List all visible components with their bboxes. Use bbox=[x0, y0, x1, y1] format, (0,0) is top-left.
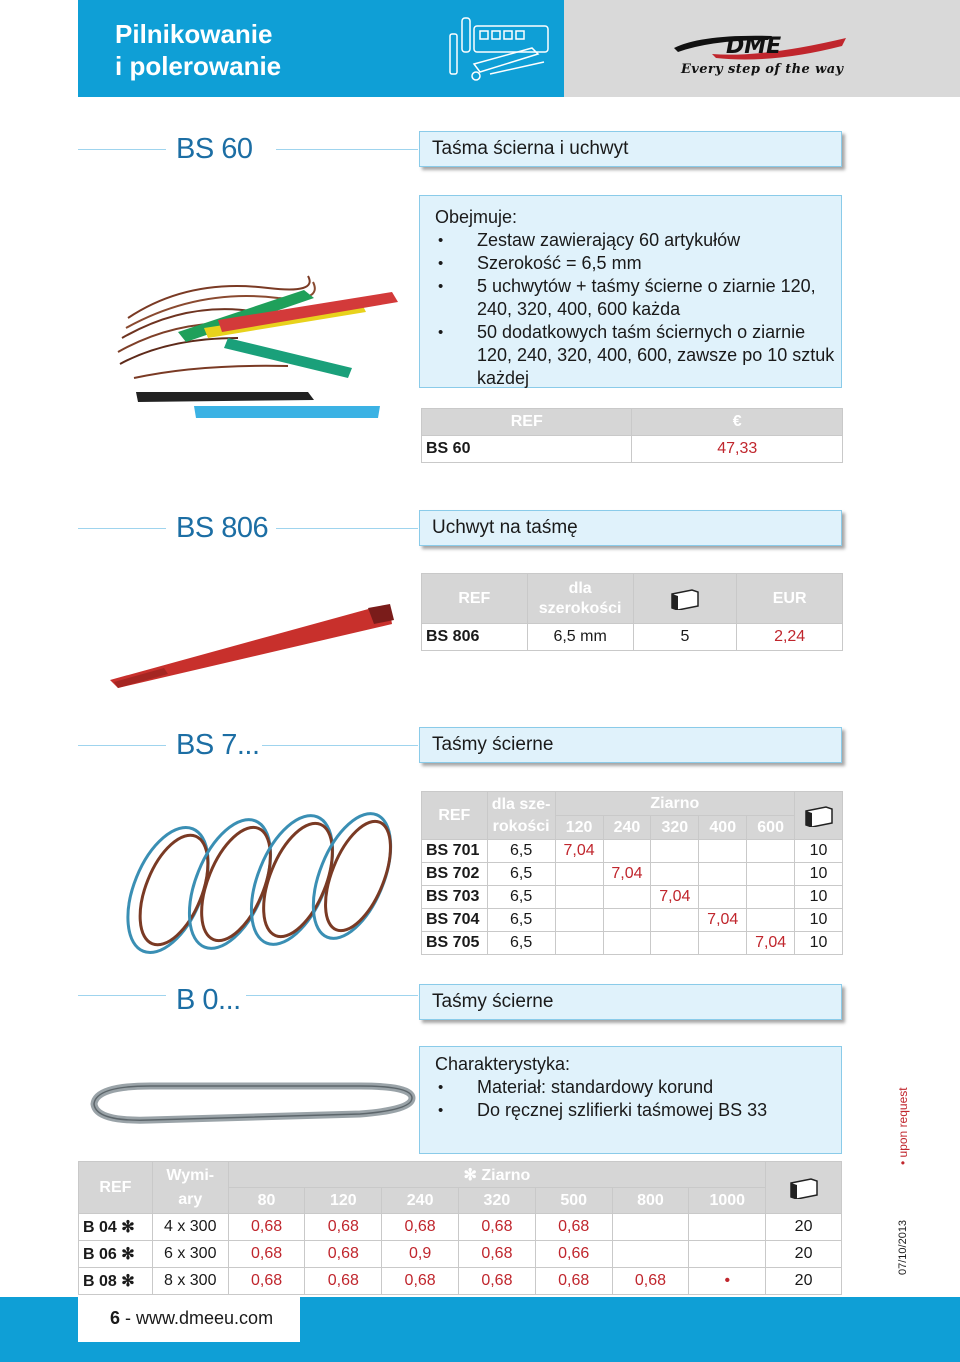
cell-ref: BS 703 bbox=[422, 886, 488, 909]
cell-price: 7,04 bbox=[651, 886, 699, 909]
cell-price: 0,9 bbox=[382, 1241, 459, 1268]
col-grit-value: 500 bbox=[535, 1188, 612, 1214]
b0-price-table bbox=[78, 1161, 842, 1295]
print-date: 07/10/2013 bbox=[897, 1219, 909, 1275]
cell-price: 0,68 bbox=[382, 1268, 459, 1295]
table-row bbox=[79, 1268, 842, 1295]
section-code-bs60: BS 60 bbox=[176, 133, 253, 165]
section-code-bs7: BS 7... bbox=[176, 729, 260, 761]
package-icon bbox=[670, 588, 700, 610]
table-row bbox=[422, 624, 843, 651]
cell-price bbox=[699, 932, 747, 955]
page-title-line2: i polerowanie bbox=[115, 51, 282, 81]
cell-price bbox=[603, 886, 651, 909]
cell-width: 6,5 bbox=[487, 840, 555, 863]
section-title-text: Taśmy ścierne bbox=[432, 734, 554, 755]
section-rule bbox=[78, 995, 166, 996]
cell-pack: 20 bbox=[766, 1214, 842, 1241]
cell-pack: 20 bbox=[766, 1241, 842, 1268]
cell-ref: BS 702 bbox=[422, 863, 488, 886]
cell-price bbox=[689, 1241, 766, 1268]
cell-dimensions: 6 x 300 bbox=[152, 1241, 228, 1268]
cell-price bbox=[699, 863, 747, 886]
cell-price: 0,68 bbox=[228, 1268, 305, 1295]
col-ref: REF bbox=[422, 792, 488, 840]
upon-request-note: • upon request bbox=[896, 1087, 910, 1165]
package-icon bbox=[804, 805, 834, 827]
table-row bbox=[422, 840, 843, 863]
cell-pack: 10 bbox=[795, 863, 843, 886]
cell-dimensions: 8 x 300 bbox=[152, 1268, 228, 1295]
page-title-line1: Pilnikowanie bbox=[115, 19, 273, 49]
table-row bbox=[422, 886, 843, 909]
bullet-item: • Do ręcznej szlifierki taśmowej BS 33 bbox=[435, 1099, 841, 1122]
features-label: Charakterystyka: bbox=[435, 1054, 571, 1074]
bullet-item: • Zestaw zawierający 60 artykułów bbox=[435, 229, 841, 252]
bullet-item: • 50 dodatkowych taśm ściernych o ziarnie 120, 240, 320, 400, 600, zawsze po 10 sztuk każdej bbox=[435, 321, 841, 390]
bs60-bullets bbox=[435, 229, 841, 390]
cell-price bbox=[612, 1214, 689, 1241]
section-rule bbox=[78, 745, 166, 746]
cell-price: 0,68 bbox=[382, 1214, 459, 1241]
section-title-b0 bbox=[419, 984, 842, 1020]
col-dim-line2: ary bbox=[178, 1190, 203, 1208]
section-title-bs806 bbox=[419, 510, 842, 546]
bs60-price-table bbox=[421, 408, 843, 463]
cell-price: 7,04 bbox=[603, 863, 651, 886]
bullet-item: • Szerokość = 6,5 mm bbox=[435, 252, 841, 275]
cell-price: 0,68 bbox=[612, 1268, 689, 1295]
bs60-product-image bbox=[108, 268, 408, 436]
cell-price bbox=[651, 863, 699, 886]
col-width-line1: dla bbox=[568, 579, 592, 597]
cell-price bbox=[555, 863, 603, 886]
col-grit-value: 80 bbox=[228, 1188, 305, 1214]
section-rule bbox=[78, 528, 166, 529]
col-grit-value: 120 bbox=[555, 816, 603, 840]
col-grit: ✻ Ziarno bbox=[228, 1162, 765, 1188]
cell-price: 0,68 bbox=[459, 1241, 536, 1268]
cell-pack: 20 bbox=[766, 1268, 842, 1295]
cell-price: 7,04 bbox=[747, 932, 795, 955]
package-icon bbox=[789, 1177, 819, 1199]
col-grit-value: 600 bbox=[747, 816, 795, 840]
cell-pack: 10 bbox=[795, 932, 843, 955]
cell-ref: BS 60 bbox=[422, 436, 632, 463]
col-width-line1: dla sze- bbox=[491, 795, 551, 813]
page-title bbox=[115, 18, 281, 82]
section-code-bs806: BS 806 bbox=[176, 512, 269, 544]
cell-price bbox=[689, 1214, 766, 1241]
col-width-line2: rokości bbox=[492, 817, 550, 835]
cell-ref: B 06 ✻ bbox=[79, 1241, 153, 1268]
cell-price bbox=[603, 909, 651, 932]
bullet-item: • Materiał: standardowy korund bbox=[435, 1076, 841, 1099]
cell-pack: 5 bbox=[633, 624, 737, 651]
b0-bullets bbox=[435, 1076, 841, 1122]
cell-price: 7,04 bbox=[555, 840, 603, 863]
bs60-description bbox=[419, 195, 842, 388]
cell-price: 0,68 bbox=[228, 1214, 305, 1241]
cell-price: 47,33 bbox=[632, 436, 843, 463]
includes-label: Obejmuje: bbox=[435, 207, 518, 227]
col-grit-value: 320 bbox=[459, 1188, 536, 1214]
cell-pack: 10 bbox=[795, 909, 843, 932]
tools-illustration bbox=[444, 12, 556, 86]
table-row bbox=[79, 1214, 842, 1241]
section-rule bbox=[276, 528, 418, 529]
section-rule bbox=[78, 149, 166, 150]
cell-price bbox=[747, 886, 795, 909]
cell-price bbox=[603, 932, 651, 955]
section-rule bbox=[246, 995, 418, 996]
bullet-item: • 5 uchwytów + taśmy ścierne o ziarnie 120, 240, 320, 400, 600 każda bbox=[435, 275, 841, 321]
bs806-price-table bbox=[421, 573, 843, 651]
cell-ref: BS 806 bbox=[422, 624, 528, 651]
bs806-product-image bbox=[104, 598, 404, 690]
col-width-line2: szerokości bbox=[538, 599, 622, 617]
table-row bbox=[422, 863, 843, 886]
cell-width: 6,5 bbox=[487, 863, 555, 886]
b0-description bbox=[419, 1046, 842, 1154]
cell-price bbox=[699, 886, 747, 909]
b0-product-image bbox=[90, 1080, 416, 1126]
cell-pack: 10 bbox=[795, 886, 843, 909]
cell-ref: BS 705 bbox=[422, 932, 488, 955]
section-title-text: Taśma ścierna i uchwyt bbox=[432, 138, 629, 159]
table-row bbox=[79, 1241, 842, 1268]
col-pack bbox=[795, 792, 843, 840]
footer-separator: - bbox=[120, 1308, 137, 1328]
cell-width: 6,5 mm bbox=[527, 624, 633, 651]
section-rule bbox=[262, 745, 418, 746]
cell-price bbox=[699, 840, 747, 863]
cell-price bbox=[651, 840, 699, 863]
col-grit-value: 240 bbox=[382, 1188, 459, 1214]
cell-price bbox=[603, 840, 651, 863]
cell-price bbox=[555, 932, 603, 955]
cell-price: 0,68 bbox=[228, 1241, 305, 1268]
section-title-text: Uchwyt na taśmę bbox=[432, 517, 578, 538]
col-grit-value: 1000 bbox=[689, 1188, 766, 1214]
table-row bbox=[422, 436, 843, 463]
cell-price: 0,68 bbox=[305, 1214, 382, 1241]
cell-price bbox=[612, 1241, 689, 1268]
cell-price bbox=[555, 909, 603, 932]
footer-url[interactable]: www.dmeeu.com bbox=[136, 1308, 274, 1328]
cell-width: 6,5 bbox=[487, 909, 555, 932]
cell-width: 6,5 bbox=[487, 932, 555, 955]
cell-price: 0,68 bbox=[535, 1268, 612, 1295]
col-grit-value: 800 bbox=[612, 1188, 689, 1214]
cell-ref: B 04 ✻ bbox=[79, 1214, 153, 1241]
cell-price: 0,68 bbox=[459, 1268, 536, 1295]
table-row bbox=[422, 909, 843, 932]
section-title-bs60 bbox=[419, 131, 842, 167]
section-rule bbox=[276, 149, 418, 150]
col-grit-value: 120 bbox=[305, 1188, 382, 1214]
cell-price: 0,68 bbox=[459, 1214, 536, 1241]
bs7-price-table bbox=[421, 791, 843, 955]
col-price: € bbox=[632, 409, 843, 436]
cell-price: 0,68 bbox=[535, 1214, 612, 1241]
col-ref: REF bbox=[422, 574, 528, 624]
brand-name: DME bbox=[726, 34, 782, 59]
cell-price bbox=[651, 932, 699, 955]
col-ref: REF bbox=[422, 409, 632, 436]
section-title-text: Taśmy ścierne bbox=[432, 991, 554, 1012]
logo-tagline: Every step of the way bbox=[681, 62, 844, 77]
col-pack bbox=[633, 574, 737, 624]
bs7-product-image bbox=[112, 798, 398, 962]
cell-ref: BS 701 bbox=[422, 840, 488, 863]
col-grit: Ziarno bbox=[555, 792, 794, 816]
col-grit-value: 240 bbox=[603, 816, 651, 840]
col-grit-value: 400 bbox=[699, 816, 747, 840]
col-width bbox=[527, 574, 633, 624]
col-price: EUR bbox=[737, 574, 843, 624]
table-row bbox=[422, 932, 843, 955]
page-number: 6 bbox=[110, 1308, 121, 1328]
col-grit-value: 320 bbox=[651, 816, 699, 840]
cell-price: • bbox=[689, 1268, 766, 1295]
cell-price bbox=[651, 909, 699, 932]
cell-width: 6,5 bbox=[487, 886, 555, 909]
cell-pack: 10 bbox=[795, 840, 843, 863]
col-ref: REF bbox=[79, 1162, 153, 1214]
cell-price: 2,24 bbox=[737, 624, 843, 651]
footer-text bbox=[110, 1308, 273, 1329]
cell-price: 0,68 bbox=[305, 1268, 382, 1295]
section-title-bs7 bbox=[419, 727, 842, 763]
cell-ref: B 08 ✻ bbox=[79, 1268, 153, 1295]
cell-price bbox=[555, 886, 603, 909]
col-dim-line1: Wymi- bbox=[166, 1166, 215, 1184]
cell-price bbox=[747, 909, 795, 932]
cell-price bbox=[747, 863, 795, 886]
cell-price: 0,68 bbox=[305, 1241, 382, 1268]
col-pack bbox=[766, 1162, 842, 1214]
section-code-b0: B 0... bbox=[176, 984, 241, 1016]
cell-price: 0,66 bbox=[535, 1241, 612, 1268]
col-width bbox=[487, 792, 555, 840]
cell-ref: BS 704 bbox=[422, 909, 488, 932]
cell-price: 7,04 bbox=[699, 909, 747, 932]
cell-dimensions: 4 x 300 bbox=[152, 1214, 228, 1241]
col-dimensions bbox=[152, 1162, 228, 1214]
cell-price bbox=[747, 840, 795, 863]
